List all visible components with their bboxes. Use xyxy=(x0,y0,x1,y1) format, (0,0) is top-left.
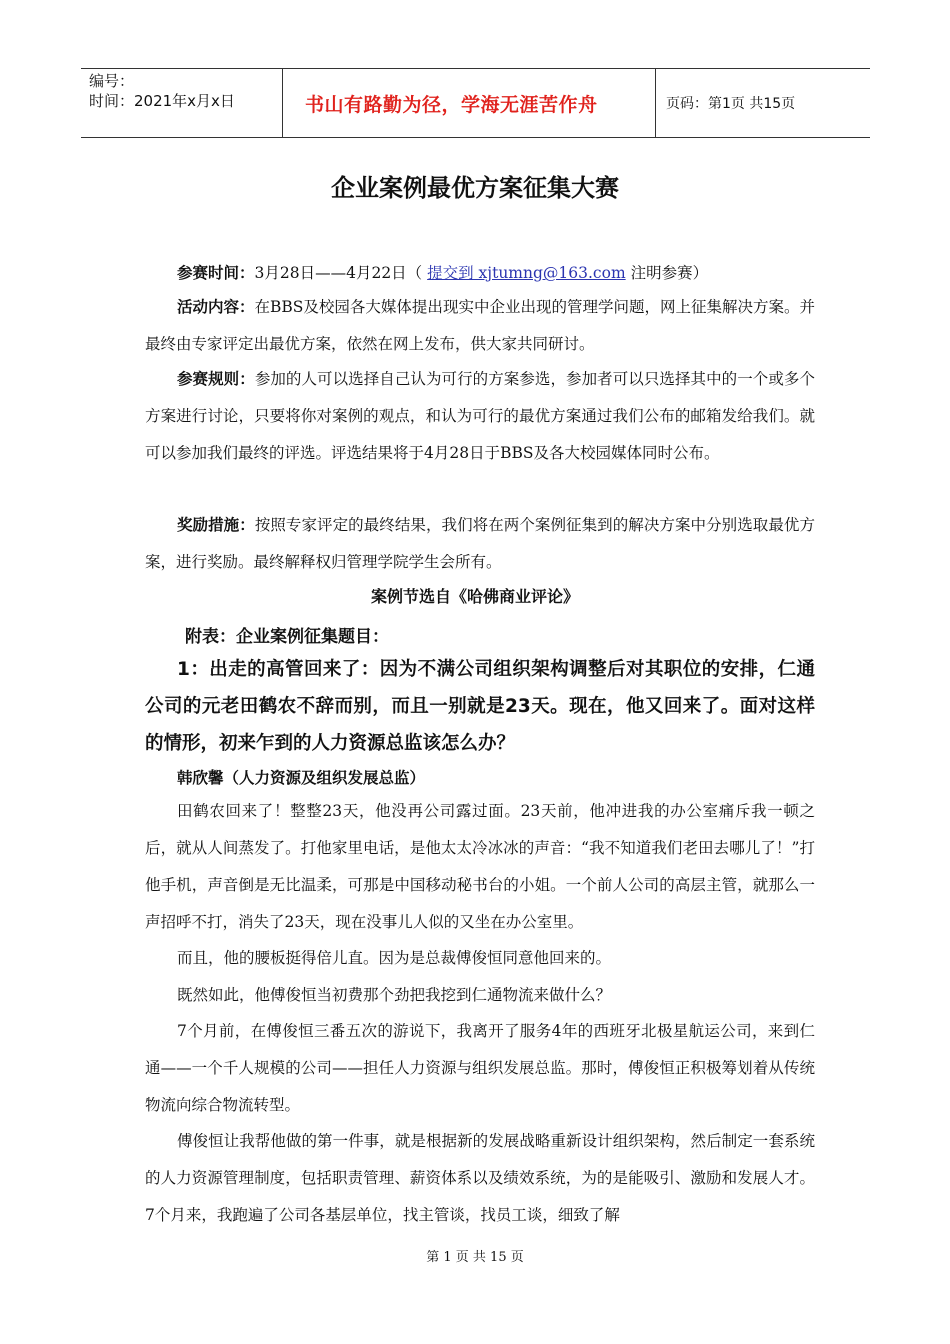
rule-reward-text: 按照专家评定的最终结果，我们将在两个案例征集到的解决方案中分别选取最优方案，进行奖励。最终解释权归管理学院学生会所有。 xyxy=(145,516,815,571)
rule-reward-label: 奖励措施： xyxy=(177,516,255,534)
rule-content-text: 在BBS及校园各大媒体提出现实中企业出现的管理学问题，网上征集解决方案。并最终由专家评定出最优方案，依然在网上发布，供大家共同研讨。 xyxy=(145,298,815,353)
body-paragraph: 而且，他的腰板挺得倍儿直。因为是总裁傅俊恒同意他回来的。 xyxy=(177,949,612,967)
case-question: 1：出走的高管回来了：因为不满公司组织架构调整后对其职位的安排，仁通公司的元老田鹤农不辞而别，而且一别就是23天。现在，他又回来了。面对这样的情形，初来乍到的人力资源总监该怎么办？ xyxy=(145,659,815,754)
source-heading: 案例节选自《哈佛商业评论》 xyxy=(370,587,579,606)
case-author: 韩欣馨（人力资源及组织发展总监） xyxy=(177,769,426,787)
rule-rules-paragraph xyxy=(145,361,815,472)
header-page-cell xyxy=(656,69,870,137)
submit-email-link[interactable]: 提交到 xjtumng@163.com xyxy=(427,264,626,282)
body-paragraph: 傅俊恒让我帮他做的第一件事，就是根据新的发展战略重新设计组织架构，然后制定一套系统的人力资源管理制度，包括职责管理、薪资体系以及绩效系统，为的是能吸引、激励和发展人才。7个月来，我跑遍了公司各基层单位，找主管谈，找员工谈，细致了解 xyxy=(145,1132,815,1224)
rule-rules-label: 参赛规则： xyxy=(177,370,255,388)
document-header xyxy=(81,68,870,138)
header-number-label: 编号： xyxy=(89,72,135,90)
rule-content-label: 活动内容： xyxy=(177,298,255,316)
header-page-info: 页码：第1页 共15页 xyxy=(666,96,796,112)
appendix-heading: 附表：企业案例征集题目： xyxy=(185,627,389,647)
header-time-label: 时间：2021年x月x日 xyxy=(89,92,235,110)
header-motto: 书山有路勤为径，学海无涯苦作舟 xyxy=(305,93,598,116)
rule-time-label: 参赛时间： xyxy=(177,264,255,282)
rule-content-paragraph xyxy=(145,289,815,363)
body-paragraph: 既然如此，他傅俊恒当初费那个劲把我挖到仁通物流来做什么？ xyxy=(177,986,612,1004)
body-paragraph: 田鹤农回来了！整整23天，他没再公司露过面。23天前，他冲进我的办公室痛斥我一顿之后，就从人间蒸发了。打他家里电话，是他太太冷冰冰的声音：“我不知道我们老田去哪儿了！”打他手机，声音倒是无比温柔，可那是中国移动秘书台的小姐。一个前人公司的高层主管，就那么一声招呼不打，消失了23天，现在没事儿人似的又坐在办公室里。 xyxy=(145,802,815,931)
rule-time-text: 3月28日——4月22日（ xyxy=(254,264,423,282)
rule-time-suffix: 注明参赛） xyxy=(630,264,709,282)
document-title: 企业案例最优方案征集大赛 xyxy=(331,174,619,202)
header-meta-cell xyxy=(81,69,283,137)
header-motto-cell xyxy=(283,69,656,137)
body-paragraph: 7个月前，在傅俊恒三番五次的游说下，我离开了服务4年的西班牙北极星航运公司，来到仁通——一个千人规模的公司——担任人力资源与组织发展总监。那时，傅俊恒正积极筹划着从传统物流向综合物流转型。 xyxy=(145,1022,815,1114)
rule-rules-text: 参加的人可以选择自己认为可行的方案参选，参加者可以只选择其中的一个或多个方案进行讨论，只要将你对案例的观点，和认为可行的最优方案通过我们公布的邮箱发给我们。就可以参加我们最终的评选。评选结果将于4月28日于BBS及各大校园媒体同时公布。 xyxy=(145,370,815,462)
rule-reward-paragraph xyxy=(145,507,815,581)
rule-time-paragraph xyxy=(145,255,815,292)
page-footer: 第 1 页 共 15 页 xyxy=(426,1250,524,1265)
